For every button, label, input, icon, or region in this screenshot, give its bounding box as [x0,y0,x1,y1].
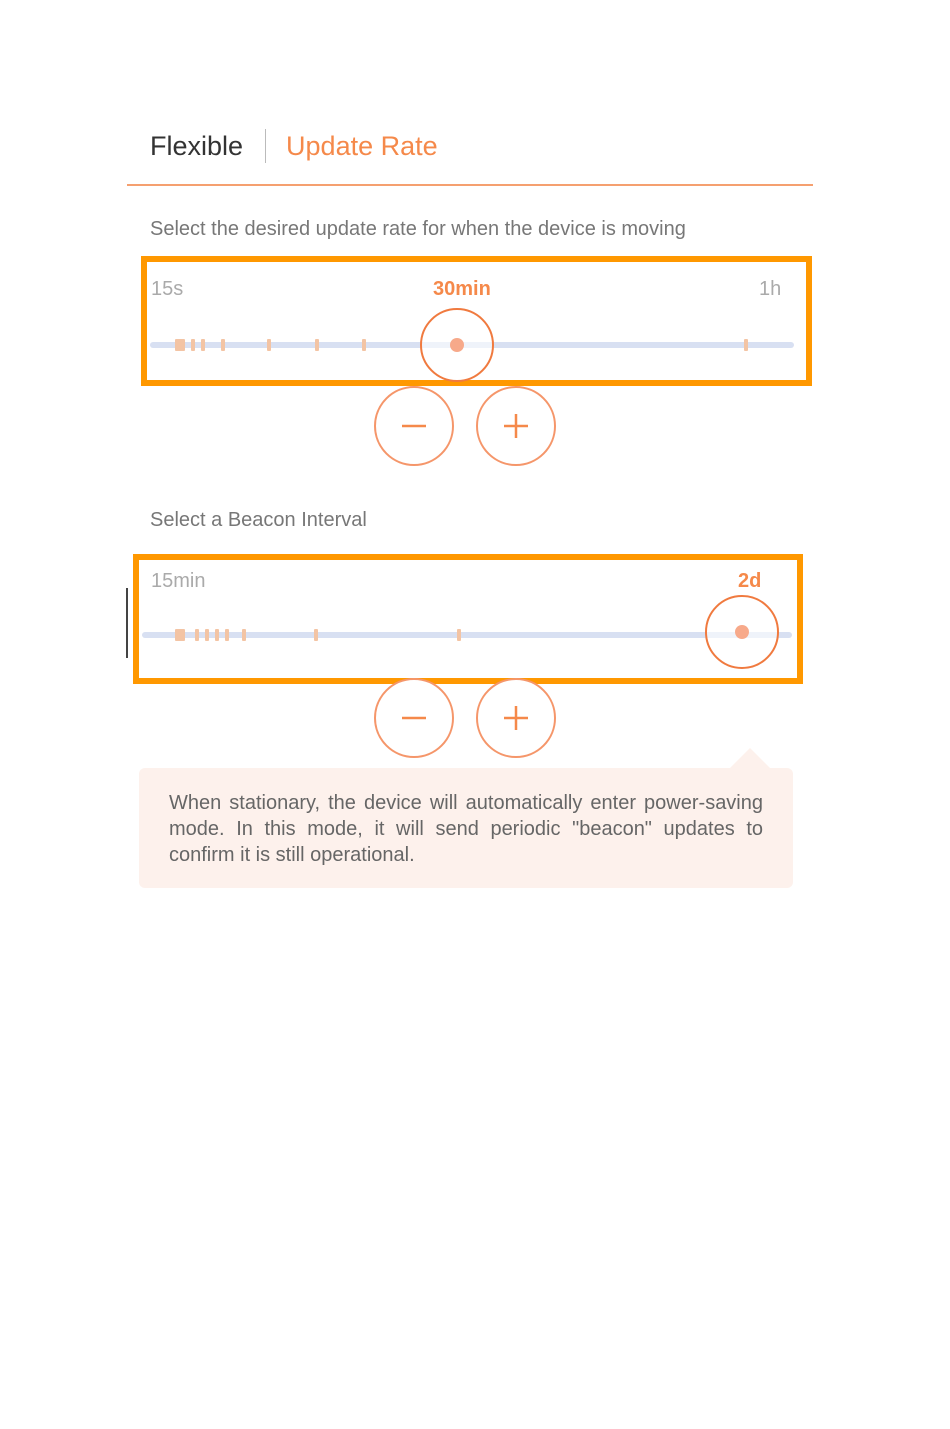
update-rate-thumb-dot [450,338,464,352]
tab-divider [265,129,266,163]
beacon-tick [195,629,199,641]
beacon-track[interactable] [142,632,792,638]
update-rate-tick [175,339,185,351]
update-rate-min-label: 15s [151,278,184,300]
update-rate-tick [191,339,195,351]
beacon-value-label: 2d [738,570,762,592]
beacon-tick [175,629,185,641]
beacon-decrement-button[interactable] [374,678,454,758]
update-rate-thumb[interactable] [420,308,494,382]
beacon-interval-slider[interactable] [133,554,803,684]
update-rate-tick [362,339,366,351]
beacon-tick [314,629,318,641]
update-rate-tick [201,339,205,351]
beacon-tick [215,629,219,641]
tab-update-rate[interactable]: Update Rate [286,130,438,161]
tab-flexible[interactable]: Flexible [150,130,244,161]
update-rate-decrement-button[interactable] [374,386,454,466]
update-rate-increment-button[interactable] [476,386,556,466]
minus-icon [399,411,429,441]
update-rate-tick [221,339,225,351]
info-tooltip-arrow [728,748,772,770]
plus-icon [501,411,531,441]
side-marker [126,588,128,658]
update-rate-tick [267,339,271,351]
beacon-thumb[interactable] [705,595,779,669]
plus-icon [501,703,531,733]
update-rate-tick [315,339,319,351]
beacon-tick [225,629,229,641]
beacon-tick [205,629,209,641]
header-tabs [150,126,438,166]
update-rate-label: Select the desired update rate for when the device is moving [150,218,686,240]
update-rate-value-label: 30min [433,278,491,300]
minus-icon [399,703,429,733]
beacon-increment-button[interactable] [476,678,556,758]
header-divider [127,184,813,186]
beacon-tick [242,629,246,641]
beacon-interval-label: Select a Beacon Interval [150,509,367,531]
update-rate-slider[interactable] [141,256,812,386]
update-rate-max-label: 1h [759,278,782,300]
update-rate-tick [744,339,748,351]
info-tooltip [139,768,793,888]
info-tooltip-text: When stationary, the device will automatically enter power-saving mode. In this mode, it will send periodic "beacon" updates to confirm it is still operational. [169,792,763,866]
beacon-thumb-dot [735,625,749,639]
beacon-tick [457,629,461,641]
beacon-min-label: 15min [151,570,206,592]
